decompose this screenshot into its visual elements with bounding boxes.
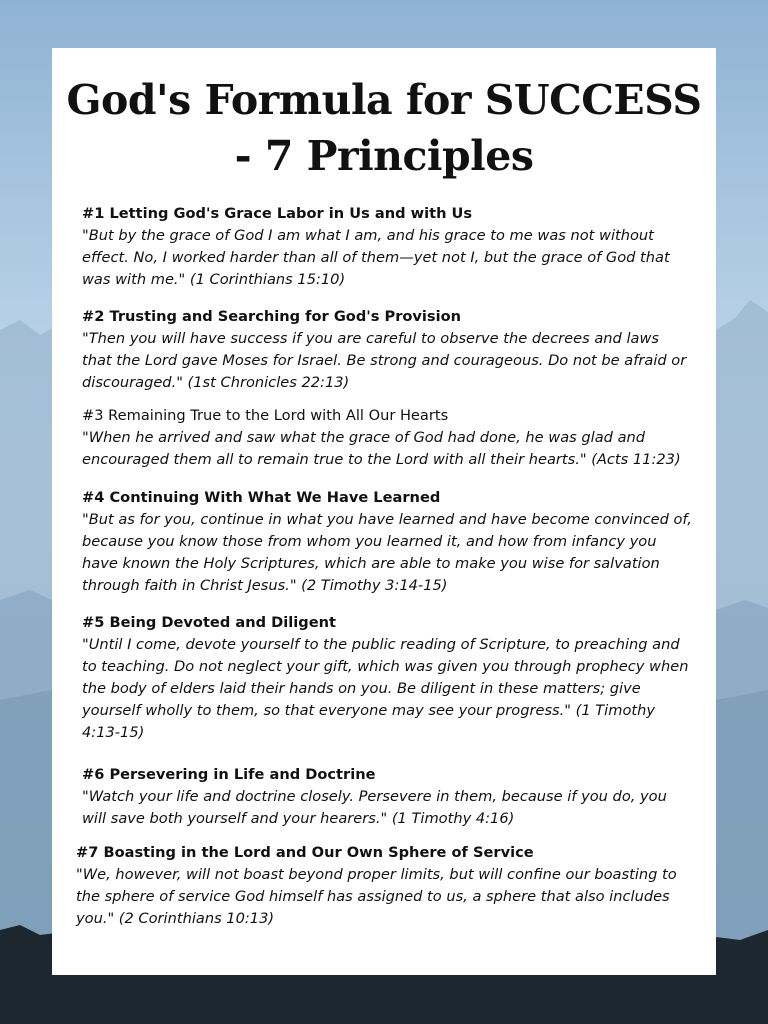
- principle-7: [76, 842, 686, 930]
- principle-quote: "We, however, will not boast beyond proper limits, but will confine our boasting to the sphere of service God himself has assigned to us, a sphere that also includes you." (2 Corinthians 10:13): [76, 866, 677, 927]
- principle-heading: #5 Being Devoted and Diligent: [82, 614, 336, 631]
- principle-6: [82, 764, 692, 830]
- principle-heading: #3 Remaining True to the Lord with All Our Hearts: [82, 407, 449, 424]
- principle-heading: #7 Boasting in the Lord and Our Own Sphere of Service: [76, 844, 534, 861]
- principle-heading: #1 Letting God's Grace Labor in Us and with Us: [82, 205, 473, 222]
- principle-quote: "Until I come, devote yourself to the public reading of Scripture, to preaching and to teaching. Do not neglect your gift, which was given you through prophecy when the body of elders laid their hands on you. Be diligent in these matters; give yourself wholly to them, so that everyone may see your progress." (1 Timothy 4:13-15): [82, 636, 689, 741]
- principle-1: [82, 203, 692, 291]
- page-title: God's Formula for SUCCESS - 7 Principles: [66, 76, 702, 180]
- principle-heading: #4 Continuing With What We Have Learned: [82, 489, 441, 506]
- principle-quote: "When he arrived and saw what the grace of God had done, he was glad and encouraged them all to remain true to the Lord with all their hearts." (Acts 11:23): [82, 429, 681, 468]
- principle-heading: #6 Persevering in Life and Doctrine: [82, 766, 376, 783]
- principle-quote: "Watch your life and doctrine closely. Persevere in them, because if you do, you will save both yourself and your hearers." (1 Timothy 4:16): [82, 788, 667, 827]
- principle-quote: "Then you will have success if you are careful to observe the decrees and laws that the Lord gave Moses for Israel. Be strong and courageous. Do not be afraid or discouraged." (1st Chronicles 22:13): [82, 330, 687, 391]
- principle-4: [82, 487, 692, 597]
- principle-heading: #2 Trusting and Searching for God's Provision: [82, 308, 462, 325]
- principle-3: [82, 405, 692, 471]
- principle-quote: "But by the grace of God I am what I am, and his grace to me was not without effect. No, I worked harder than all of them—yet not I, but the grace of God that was with me." (1 Corinthians 15:10): [82, 227, 670, 288]
- principle-2: [82, 306, 692, 394]
- principle-5: [82, 612, 692, 744]
- content-card: [52, 48, 716, 975]
- principle-quote: "But as for you, continue in what you have learned and have become convinced of, because you know those from whom you learned it, and how from infancy you have known the Holy Scriptures, which are able to make you wise for salvation through faith in Christ Jesus." (2 Timothy 3:14-15): [82, 511, 692, 594]
